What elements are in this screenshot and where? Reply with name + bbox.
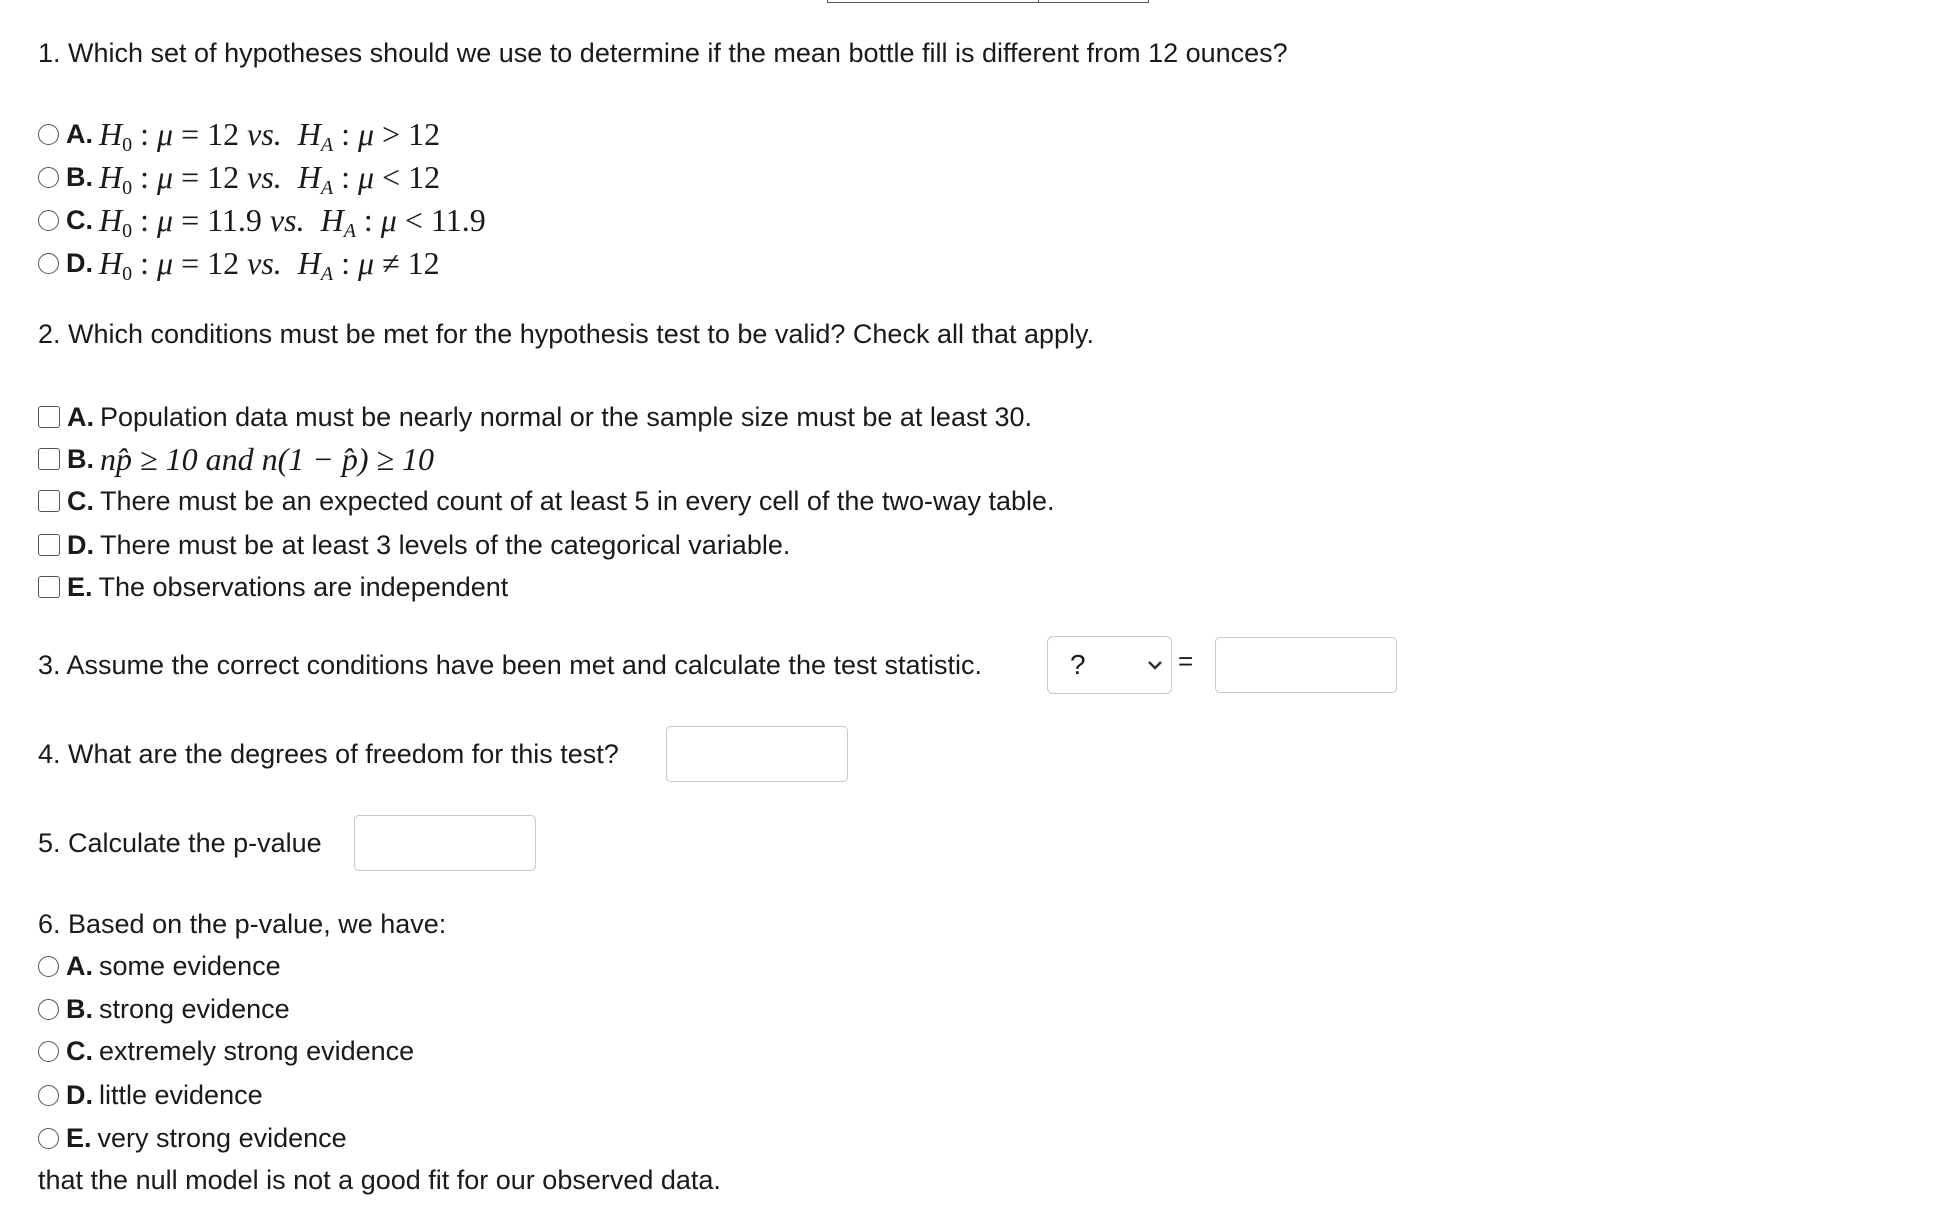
hypothesis-text: $H_0$ : μ = 12 vs. $H_A$ : μ ≠ 12 [99,244,440,285]
option-text: some evidence [99,950,281,981]
option-label: B. [66,993,93,1024]
q1-option-d[interactable] [38,243,440,283]
option-text: strong evidence [99,993,290,1024]
option-label: A. [66,118,93,149]
hypothesis-text: $H_0$ : μ = 12 vs. $H_A$ : μ < 12 [99,158,441,199]
option-label: E. [67,571,93,602]
degrees-of-freedom-input[interactable] [666,726,848,782]
question-2-prompt: 2. Which conditions must be met for the hypothesis test to be valid? Check all that apply. [38,319,1095,349]
option-label: D. [66,247,93,278]
question-6-footer: that the null model is not a good fit for our observed data. [38,1165,721,1195]
q6-option-c[interactable] [38,1031,414,1071]
option-label: C. [66,204,93,235]
q6-radio-d[interactable] [38,1085,59,1106]
select-value: ? [1070,649,1086,680]
q2-checkbox-e[interactable] [38,576,60,598]
option-text: extremely strong evidence [99,1035,415,1066]
q1-option-b[interactable] [38,157,440,197]
q2-option-e[interactable] [38,567,508,607]
hypothesis-text: $H_0$ : μ = 11.9 vs. $H_A$ : μ < 11.9 [99,201,486,242]
q2-option-c[interactable] [38,481,1055,521]
option-label: E. [66,1122,92,1153]
q1-radio-b[interactable] [38,167,59,188]
q6-option-d[interactable] [38,1075,263,1115]
q6-radio-e[interactable] [38,1128,59,1149]
p-value-input[interactable] [354,815,536,871]
q6-option-e[interactable] [38,1118,347,1158]
q1-radio-a[interactable] [38,124,59,145]
q1-option-c[interactable] [38,200,486,240]
option-label: D. [67,529,94,560]
option-label: C. [66,1035,93,1066]
option-text: There must be at least 3 levels of the categorical variable. [100,529,791,560]
question-6-prompt: 6. Based on the p-value, we have: [38,909,447,939]
option-label: A. [66,950,93,981]
option-text: very strong evidence [97,1122,347,1153]
option-text: np̂ ≥ 10 and n(1 − p̂) ≥ 10 [100,440,435,477]
hypothesis-text: $H_0$ : μ = 12 vs. $H_A$ : μ > 12 [99,115,441,156]
test-statistic-input[interactable] [1215,637,1397,693]
option-label: C. [67,485,94,516]
question-3-prompt: 3. Assume the correct conditions have been met and calculate the test statistic. [38,650,983,680]
q2-checkbox-b[interactable] [38,448,60,470]
q2-checkbox-a[interactable] [38,406,60,428]
question-4-prompt: 4. What are the degrees of freedom for this test? [38,739,619,769]
option-text: Population data must be nearly normal or the sample size must be at least 30. [100,401,1033,432]
option-text: little evidence [99,1079,263,1110]
option-label: A. [67,401,94,432]
q1-radio-c[interactable] [38,210,59,231]
option-label: B. [66,161,93,192]
question-5-prompt: 5. Calculate the p-value [38,828,322,858]
option-label: B. [67,443,94,474]
q6-radio-a[interactable] [38,956,59,977]
q2-checkbox-d[interactable] [38,534,60,556]
q2-option-b[interactable] [38,439,434,479]
q6-option-a[interactable] [38,946,281,986]
option-text: The observations are independent [98,571,509,602]
option-label: D. [66,1079,93,1110]
q2-option-a[interactable] [38,397,1032,437]
q2-option-d[interactable] [38,525,790,565]
q1-radio-d[interactable] [38,253,59,274]
chevron-down-icon [1147,659,1163,671]
q1-option-a[interactable] [38,114,440,154]
test-statistic-select[interactable] [1047,636,1172,694]
question-1-prompt: 1. Which set of hypotheses should we use to determine if the mean bottle fill is different from 12 ounces? [38,38,1288,68]
q6-option-b[interactable] [38,989,290,1029]
option-text: There must be an expected count of at least 5 in every cell of the two-way table. [100,485,1055,516]
q6-radio-c[interactable] [38,1041,59,1062]
q6-radio-b[interactable] [38,999,59,1020]
equals-sign: = [1178,646,1194,676]
top-toolbar-edge [827,0,1149,3]
q2-checkbox-c[interactable] [38,490,60,512]
